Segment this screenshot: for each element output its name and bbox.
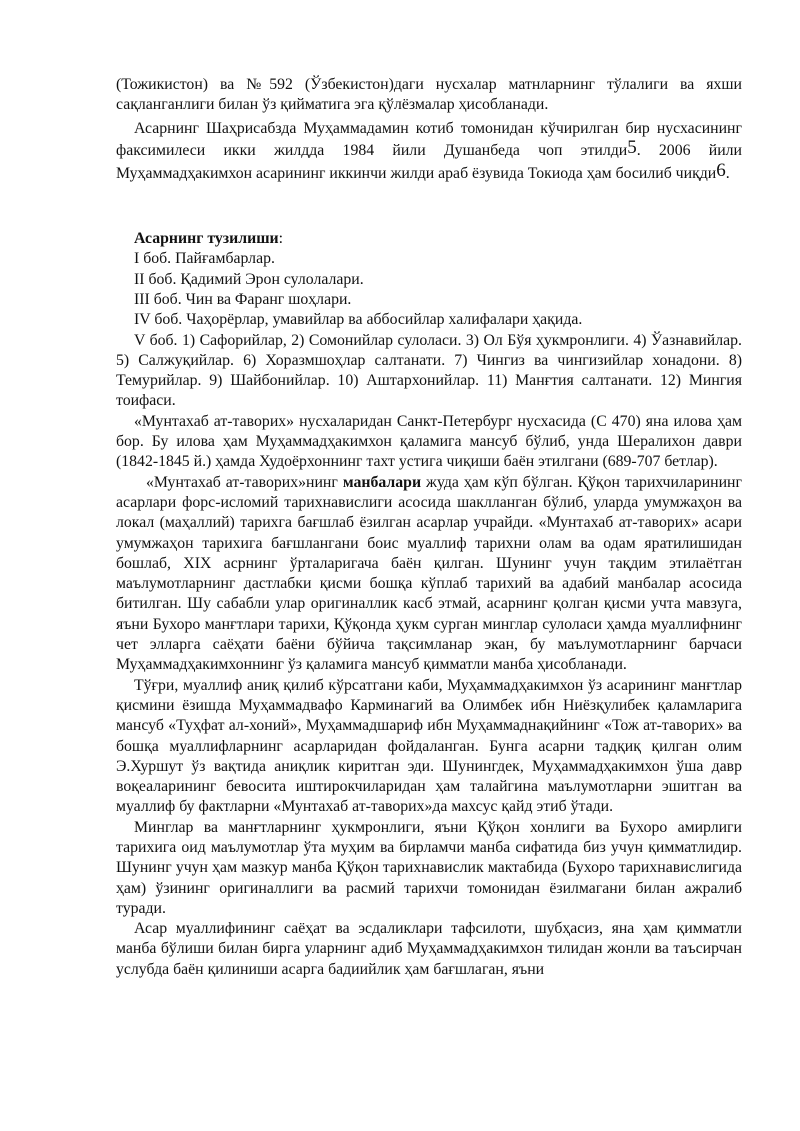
paragraph-sources-text-a: «Мунтахаб ат-таворих»нинг: [146, 473, 343, 491]
paragraph-facsimile-text-a: Асарнинг Шаҳрисабзда Муҳаммадамин котиб томонидан кўчирилган бир нусхасининг факсимилеси икки жилдда 1984 йили Душанбеда чоп этилди: [116, 119, 742, 160]
chapter-5: V боб. 1) Сафорийлар, 2) Сомонийлар сулоласи. 3) Ол Бўя ҳукмронлиги. 4) Ўазнавийлар. 5) Салжуқийлар. 6) Хоразмшоҳлар салтанати. 7) Чингиз ва чингизийлар хонадони. 8) Темурийлар. 9) Шайбонийлар. 10) Аштархонийлар. 11) Манғтия салтанати. 12) Мингия тоифаси.: [116, 331, 742, 410]
chapter-1: I боб. Пайғамбарлар.: [134, 250, 275, 268]
paragraph-facsimile-text-c: .: [725, 164, 730, 182]
paragraph-sources-text-b: жуда ҳам кўп бўлган. Қўқон тарихчиларининг асарлари форс-исломий тарихнавислиги асосида шаклланган бўлиб, уларда умумжаҳон ва локал (маҳаллий) тарихга бағшлаб ёзилган асарлар учрайди. «Мунтахаб ат-таворих» асари умумжаҳон тарихига бағшлангани боис муаллиф тарихни олам ва одам яратилишидан бошлаб, XIX асрнинг ўрталаригача баён қилган. Шунинг учун тақдим этилаётган маълумотларнинг дастлабки қисми бошқа кўплаб тарихий ва адабий манбалар асосида битилган. Шу сабабли улар оригиналлик касб этмай, асарнинг қолган қисми учта мавзуга, яъни Бухоро манғтлари тарихи, Қўқонда ҳукм сурган минглар сулоласи ҳамда муаллифнинг чет элларга саёҳати баёни бўйича тақсимланар экан, бу маълумотларнинг барчаси Муҳаммадҳакимхоннинг ўз қаламига мансуб қимматли манба ҳисобланади.: [116, 473, 742, 674]
paragraph-manuscripts: (Тожикистон) ва №592 (Ўзбекистон)даги нусхалар матнларнинг тўлалиги ва яхши сақланганлиги билан ўз қийматига эга қўлёзмалар ҳисобланади.: [116, 76, 742, 114]
chapter-2: II боб. Қадимий Эрон сулолалари.: [134, 270, 364, 288]
paragraph-petersburg-copy: «Мунтахаб ат-таворих» нусхаларидан Санкт-Петербург нусхасида (С 470) яна илова ҳам бор. Бу илова ҳам Муҳаммадҳакимхон қаламига мансуб бўлиб, унда Шералихон даври (1842-1845 й.) ҳамда Худоёрхоннинг тахт устига чиқиши баён этилгани (689-707 бетлар).: [116, 412, 742, 471]
chapter-3: III боб. Чин ва Фаранг шоҳлари.: [134, 290, 352, 308]
structure-heading: [134, 229, 742, 249]
paragraph-travels: Асар муаллифининг саёҳат ва эсдаликлари тафсилоти, шубҳасиз, яна ҳам қимматли манба бўлиши билан бирга уларнинг адиб Муҳаммадҳакимхон тилидан жонли ва таъсирчан услубда баён қилиниши асарга бадиийлик ҳам бағшлаган, яъни: [116, 920, 742, 978]
paragraph-mangit-section: Тўғри, муаллиф аниқ қилиб кўрсатгани каби, Муҳаммадҳакимхон ўз асарининг манғтлар қисмини ёзишда Муҳаммадвафо Карминагий ва Олимбек ибн Ниёзқулибек қаламларига мансуб «Туҳфат ал-хоний», Муҳаммадшариф ибн Муҳаммаднақийнинг «Тож ат-таворих» ва бошқа муаллифларнинг асарларидан фойдаланган. Бунга асарни тадқиқ қилган олим Э.Хуршут ўз вақтида аниқлик киритган эди. Шунингдек, Муҳаммадҳакимхон ўша давр воқеаларининг бевосита иштирокчиларидан ҳам талайгина маълумотларни эшитган ва муаллиф бу фактларни «Мунтахаб ат-таворих»да махсус қайд этиб ўтади.: [116, 676, 742, 816]
footnote-ref-6[interactable]: 6: [716, 159, 726, 181]
footnote-ref-5[interactable]: 5: [627, 137, 637, 159]
paragraph-sources-keyword: манбалари: [342, 473, 422, 491]
paragraph-ming-rule: Минглар ва манғтларнинг ҳукмронлиги, яъни Қўқон хонлиги ва Бухоро амирлиги тарихига оид маълумотлар ўта муҳим ва бирламчи манба сифатида биз учун қимматлидир. Шунинг учун ҳам мазкур манба Қўқон тарихнавислик мактабида (Бухоро тарихнавислигида ҳам) ўзининг оригиналлиги ва расмий тарихчи томонидан ёзилмагани билан ажралиб туради.: [116, 818, 742, 917]
structure-heading-title: Асарнинг тузилиши: [134, 230, 279, 248]
paragraph-facsimile-text-b: . 2006 йили Муҳаммадҳакимхон асарининг иккинчи жилди араб ёзувида Токиода ҳам босилиб чиқди: [116, 142, 742, 182]
structure-section: [116, 229, 742, 330]
paragraph-facsimile: [116, 118, 742, 186]
chapter-4: IV боб. Чаҳорёрлар, умавийлар ва аббосийлар халифалари ҳақида.: [134, 311, 583, 329]
structure-heading-colon: :: [278, 230, 284, 248]
paragraph-sources: [116, 473, 742, 676]
